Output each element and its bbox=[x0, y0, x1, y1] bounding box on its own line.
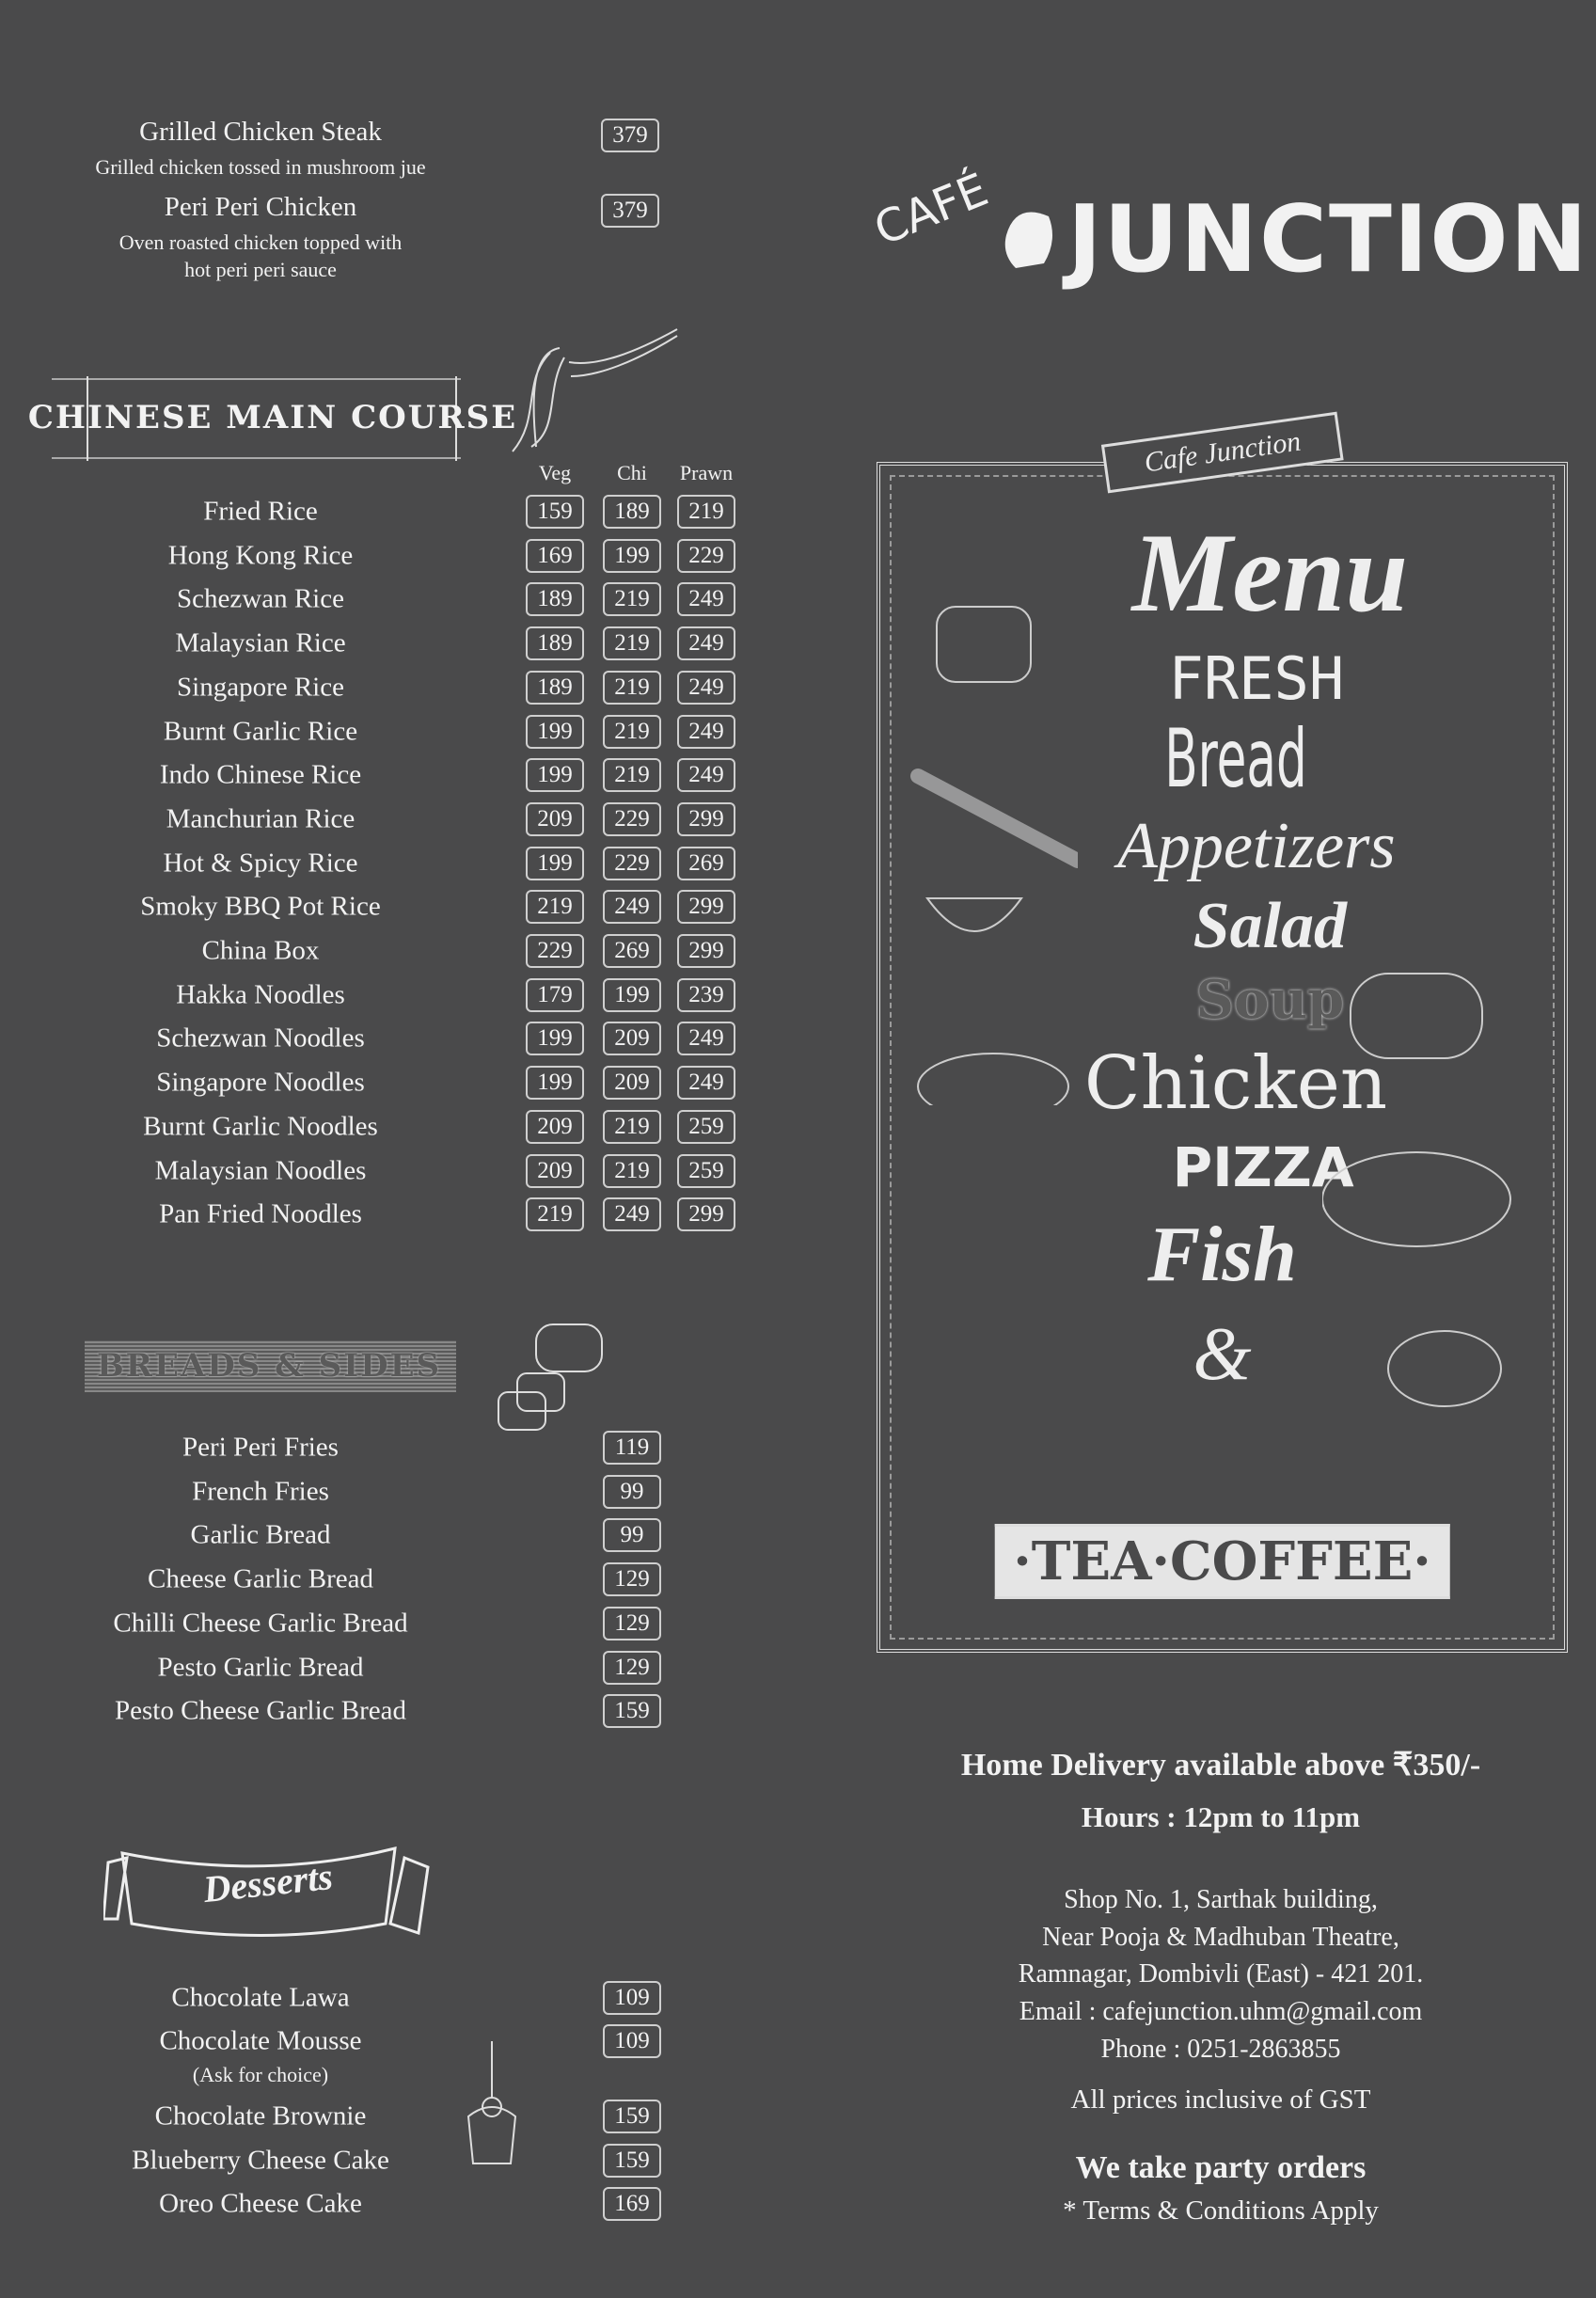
menu-row bbox=[0, 885, 752, 928]
item-price: 179 bbox=[526, 978, 584, 1012]
item-price: 209 bbox=[526, 802, 584, 836]
item-name: Chocolate Lawa bbox=[171, 1982, 350, 2013]
item-name: Fried Rice bbox=[203, 496, 318, 527]
menu-row bbox=[0, 1017, 752, 1060]
food-sketches-icon-2 bbox=[1322, 955, 1539, 1425]
menu-row bbox=[0, 974, 752, 1017]
menu-row bbox=[0, 798, 752, 841]
item-note: (Ask for choice) bbox=[192, 2063, 329, 2086]
item-name: Pesto Garlic Bread bbox=[157, 1652, 364, 1682]
item-name: Singapore Noodles bbox=[156, 1067, 365, 1098]
item-price: 169 bbox=[603, 2187, 661, 2221]
item-price: 129 bbox=[603, 1651, 661, 1685]
menu-row bbox=[0, 753, 752, 797]
item-name: Indo Chinese Rice bbox=[159, 759, 362, 790]
item-price: 219 bbox=[603, 671, 661, 705]
item-price: 109 bbox=[603, 2024, 661, 2058]
item-price: 199 bbox=[526, 715, 584, 749]
item-price: 199 bbox=[526, 758, 584, 792]
item-price: 299 bbox=[677, 934, 735, 968]
item-price: 249 bbox=[677, 582, 735, 616]
item-price: 229 bbox=[603, 847, 661, 880]
item-price: 249 bbox=[677, 671, 735, 705]
item-price: 219 bbox=[677, 495, 735, 529]
item-price: 379 bbox=[601, 194, 659, 228]
menu-row bbox=[0, 1646, 752, 1689]
item-price: 209 bbox=[526, 1154, 584, 1188]
item-price: 249 bbox=[603, 1197, 661, 1231]
menu-row bbox=[0, 1602, 752, 1645]
item-price: 259 bbox=[677, 1154, 735, 1188]
item-price: 219 bbox=[603, 626, 661, 660]
item-name: Malaysian Rice bbox=[175, 627, 346, 658]
item-name: Oreo Cheese Cake bbox=[159, 2188, 362, 2219]
board-banner: Cafe Junction bbox=[1100, 412, 1343, 494]
menu-chalkboard-illustration bbox=[877, 425, 1568, 1653]
item-name: Chocolate Brownie bbox=[154, 2100, 367, 2132]
home-delivery-note: Home Delivery available above ₹350/- bbox=[960, 1748, 1481, 1783]
board-word: PIZZA bbox=[1172, 1135, 1354, 1199]
board-word: Appetizers bbox=[1117, 810, 1396, 882]
bread-icon bbox=[489, 1317, 640, 1439]
item-price: 269 bbox=[677, 847, 735, 880]
board-word: & bbox=[1193, 1313, 1252, 1396]
item-price: 99 bbox=[603, 1518, 661, 1552]
opening-hours: Hours : 12pm to 11pm bbox=[1081, 1800, 1361, 1833]
item-name: Peri Peri Chicken bbox=[164, 192, 357, 222]
item-name: Smoky BBQ Pot Rice bbox=[140, 891, 381, 922]
menu-row bbox=[0, 622, 752, 665]
item-price: 209 bbox=[603, 1022, 661, 1055]
item-name: Schezwan Noodles bbox=[156, 1022, 365, 1054]
board-word: Bread bbox=[1164, 712, 1307, 806]
item-price: 99 bbox=[603, 1475, 661, 1509]
item-name: Singapore Rice bbox=[177, 672, 344, 703]
item-price: 219 bbox=[603, 1110, 661, 1144]
menu-row bbox=[0, 1061, 752, 1104]
item-price: 209 bbox=[603, 1066, 661, 1100]
item-price: 259 bbox=[677, 1110, 735, 1144]
menu-row bbox=[0, 1976, 752, 2020]
item-price: 189 bbox=[603, 495, 661, 529]
address-line: Near Pooja & Madhuban Theatre, bbox=[1042, 1922, 1399, 1952]
item-price: 189 bbox=[526, 671, 584, 705]
board-word: Chicken bbox=[1083, 1041, 1388, 1126]
board-ribbon: ·TEA·COFFEE· bbox=[994, 1524, 1450, 1599]
address-block bbox=[1019, 1881, 1423, 2068]
menu-row bbox=[0, 1689, 752, 1733]
logo-junction: JUNCTION bbox=[1067, 186, 1589, 293]
section-title-breads: BREADS & SIDES bbox=[96, 1347, 442, 1385]
item-price: 299 bbox=[677, 1197, 735, 1231]
item-price: 219 bbox=[526, 1197, 584, 1231]
column-header: Prawn bbox=[679, 461, 734, 484]
item-price: 229 bbox=[677, 539, 735, 573]
item-price: 159 bbox=[526, 495, 584, 529]
menu-row bbox=[0, 534, 752, 578]
item-price: 199 bbox=[603, 978, 661, 1012]
menu-row bbox=[0, 2182, 752, 2226]
item-price: 209 bbox=[526, 1110, 584, 1144]
item-name: Manchurian Rice bbox=[166, 803, 356, 834]
item-price: 159 bbox=[603, 2144, 661, 2178]
item-name: Pan Fried Noodles bbox=[159, 1198, 362, 1229]
item-price: 249 bbox=[677, 1066, 735, 1100]
item-price: 249 bbox=[677, 1022, 735, 1055]
item-price: 109 bbox=[603, 1981, 661, 2015]
item-price: 219 bbox=[526, 890, 584, 924]
item-name: Blueberry Cheese Cake bbox=[132, 2145, 389, 2176]
item-price: 219 bbox=[603, 582, 661, 616]
item-name: Grilled Chicken Steak bbox=[139, 117, 382, 147]
item-description: hot peri peri sauce bbox=[184, 258, 337, 281]
item-name: Chocolate Mousse bbox=[159, 2025, 362, 2056]
menu-row bbox=[0, 842, 752, 885]
menu-row bbox=[0, 2020, 752, 2086]
item-price: 229 bbox=[526, 934, 584, 968]
board-word: Fish bbox=[1147, 1211, 1297, 1298]
column-header: Chi bbox=[617, 461, 647, 484]
address-line: Shop No. 1, Sarthak building, bbox=[1064, 1885, 1378, 1914]
item-price: 249 bbox=[603, 890, 661, 924]
board-word: Salad bbox=[1193, 890, 1348, 962]
item-price: 159 bbox=[603, 2100, 661, 2133]
phone-line: Phone : 0251-2863855 bbox=[1100, 2034, 1341, 2064]
board-word: Menu bbox=[1131, 510, 1409, 635]
item-price: 129 bbox=[603, 1607, 661, 1640]
item-price: 119 bbox=[603, 1431, 661, 1465]
board-word: Soup bbox=[1195, 969, 1345, 1031]
item-name: Hakka Noodles bbox=[176, 979, 345, 1010]
party-orders-note: We take party orders bbox=[1075, 2150, 1367, 2185]
item-description: Oven roasted chicken topped with bbox=[119, 230, 403, 254]
menu-row bbox=[0, 1193, 752, 1236]
item-name: China Box bbox=[201, 935, 320, 966]
email-line: Email : cafejunction.uhm@gmail.com bbox=[1019, 1997, 1423, 2027]
menu-row bbox=[0, 1105, 752, 1149]
item-name: French Fries bbox=[192, 1476, 329, 1507]
food-sketches-icon bbox=[909, 588, 1078, 1105]
logo-cafe: CAFÉ bbox=[867, 163, 996, 257]
section-title-chinese: CHINESE MAIN COURSE bbox=[27, 399, 518, 436]
gst-note: All prices inclusive of GST bbox=[1070, 2084, 1371, 2115]
item-name: Pesto Cheese Garlic Bread bbox=[114, 1695, 407, 1726]
item-name: Chilli Cheese Garlic Bread bbox=[113, 1608, 408, 1639]
address-line: Ramnagar, Dombivli (East) - 421 201. bbox=[1018, 1959, 1424, 1989]
item-price: 249 bbox=[677, 715, 735, 749]
menu-row bbox=[0, 666, 752, 709]
item-name: Cheese Garlic Bread bbox=[148, 1563, 373, 1594]
item-name: Peri Peri Fries bbox=[182, 1432, 339, 1463]
menu-row bbox=[0, 1426, 752, 1469]
item-price: 229 bbox=[603, 802, 661, 836]
item-price: 129 bbox=[603, 1562, 661, 1596]
item-price: 199 bbox=[603, 539, 661, 573]
item-price: 199 bbox=[526, 1022, 584, 1055]
item-price: 299 bbox=[677, 802, 735, 836]
menu-row bbox=[0, 929, 752, 973]
item-price: 219 bbox=[603, 715, 661, 749]
item-price: 189 bbox=[526, 626, 584, 660]
column-header: Veg bbox=[538, 461, 572, 484]
item-name: Burnt Garlic Noodles bbox=[143, 1111, 378, 1142]
menu-row bbox=[0, 2139, 752, 2182]
item-name: Garlic Bread bbox=[190, 1519, 331, 1550]
menu-row bbox=[0, 710, 752, 753]
menu-row bbox=[0, 1470, 752, 1514]
item-description: Grilled chicken tossed in mushroom jue bbox=[95, 155, 426, 179]
board-word: FRESH bbox=[1168, 644, 1345, 713]
item-name: Schezwan Rice bbox=[177, 583, 344, 614]
menu-row bbox=[0, 578, 752, 621]
item-name: Hong Kong Rice bbox=[167, 540, 354, 571]
fork-noodles-icon bbox=[494, 325, 682, 456]
item-price: 239 bbox=[677, 978, 735, 1012]
item-price: 379 bbox=[601, 119, 659, 152]
logo-horse-icon bbox=[997, 198, 1063, 273]
item-name: Burnt Garlic Rice bbox=[163, 716, 358, 746]
menu-row bbox=[0, 490, 752, 533]
item-price: 189 bbox=[526, 582, 584, 616]
item-price: 219 bbox=[603, 758, 661, 792]
item-price: 269 bbox=[603, 934, 661, 968]
item-price: 219 bbox=[603, 1154, 661, 1188]
item-price: 159 bbox=[603, 1694, 661, 1728]
item-price: 199 bbox=[526, 1066, 584, 1100]
item-price: 199 bbox=[526, 847, 584, 880]
terms-note: * Terms & Conditions Apply bbox=[1063, 2195, 1379, 2226]
section-title-desserts: Desserts bbox=[201, 1854, 335, 1911]
item-price: 249 bbox=[677, 626, 735, 660]
menu-row bbox=[0, 1149, 752, 1193]
menu-row bbox=[0, 2095, 752, 2138]
item-name: Hot & Spicy Rice bbox=[163, 848, 358, 879]
item-price: 249 bbox=[677, 758, 735, 792]
item-price: 299 bbox=[677, 890, 735, 924]
menu-row bbox=[0, 1558, 752, 1601]
item-name: Malaysian Noodles bbox=[154, 1155, 367, 1185]
menu-row bbox=[0, 1514, 752, 1557]
item-price: 169 bbox=[526, 539, 584, 573]
